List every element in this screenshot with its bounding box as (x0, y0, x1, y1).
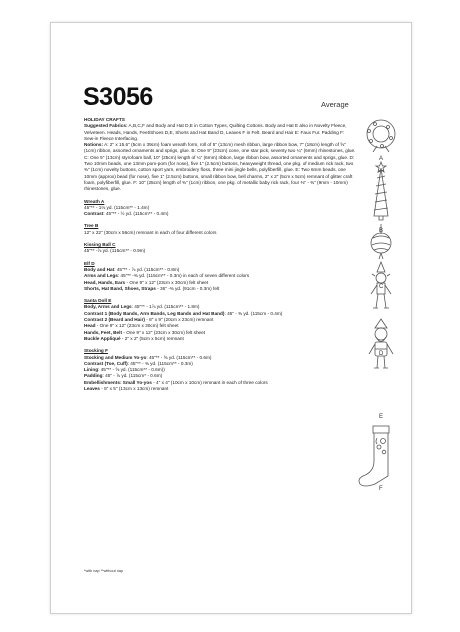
section-title: Kissing Ball C (84, 242, 116, 248)
yardage-row: 45"** -⅞ yd. (115cm** - 0.9m) (84, 248, 146, 254)
figure-label-a: A (379, 156, 384, 162)
yardage-row: Embellishments: Small Yo-yos - 4" x 4" (10cm x 10cm) remnant in each of three colors (84, 379, 268, 385)
notions-paragraph (84, 142, 356, 192)
section-title: Elf D (84, 260, 95, 266)
section-title: Stocking F (84, 348, 108, 354)
yardage-row: Hands, Feet, Belt - One 9" x 12" (23cm x 30cm) felt sheet (84, 329, 206, 335)
section-kissing-ball (84, 242, 356, 255)
notions-text: A: 2" x 15.6" (5cm x 39cm) foam wreath form, roll of 5" (13cm) mesh ribbon, large ribbon bow, 7" (18cm) length of ⅝" (1cm) ribbon, assorted ornaments and sprigs, glue. B: One 9" (23cm) cone, one star pick, seventy two ¼" (6mm) rhinestones, glue. C: One 5" (13cm) styrofoam ball, 10" (25cm) length of ¼" (6mm) ribbon, large ribbon bow, assorted ornaments and sprigs, glue. D: Two 10mm beads, one 13mm pom-pom (for nose), five 1" (2.5cm) buttons, heavyweight thread, one pkg. of medium rick rack, two ⅜" (1cm) novelty buttons, cotton sport yarn, embroidery floss, three mini jingle bells, polyfiberfill, glue. E: Two 6mm beads, one 10mm (approx) bead (for nose), five 1" (2.5cm) buttons, small ribbon bow, bell charms, 2" x 2" (5cm x 5cm) remnant of glitter craft foam, polyfiberfill, glue. F: 10" (25cm) length of ⅜" (1cm) ribbon, one pkg. of metallic baby rick rack, four ⅜" - ⅜" (9mm - 10mm) rhinestones, glue. (84, 142, 356, 192)
figure-label-d: D (379, 351, 384, 357)
pattern-number: S3056 (83, 83, 153, 111)
figure-label-b: B (379, 228, 384, 234)
pattern-text-column (84, 117, 356, 392)
yardage-row: Stocking and Medium Yo-yo: 45"** - ⅝ yd. (115cm** - 0.6m) (84, 354, 212, 360)
section-title: Santa Doll E (84, 298, 112, 304)
section-elf (84, 261, 356, 292)
yardage-row: Head, Hands, Ears - One 9" x 12" (23cm x 30cm) felt sheet (84, 279, 209, 285)
yardage-row: Leaves - 5" x 5" (13cm x 13cm) remnant (84, 385, 169, 391)
pattern-title: HOLIDAY CRAFTS (84, 117, 125, 122)
notions-label: Notions: (84, 142, 104, 148)
nap-footnote: *with nap **without nap (84, 569, 124, 573)
yardage-row: Contrast: 45"** - ½ yd. (115cm** - 0.4m) (84, 211, 169, 217)
section-santa-doll (84, 298, 356, 342)
craft-line-art (351, 116, 411, 496)
yardage-row: 12" x 22" (30cm x 56cm) remnant in each of four different colors (84, 229, 217, 235)
yardage-row: Head - One 9" x 12" (23cm x 30cm) felt sheet (84, 323, 179, 329)
cone-tree-icon (374, 162, 388, 220)
figure-label-f: F (379, 486, 383, 492)
yardage-row: 45"** - 1⅛ yd. (115cm** - 1.4m) (84, 204, 150, 210)
craft-illustrations (351, 116, 411, 496)
section-wreath (84, 199, 356, 218)
yardage-row: Padding: 45" - ⅞ yd. (115cm* - 0.6m) (84, 373, 163, 379)
section-title: Wreath A (84, 198, 105, 204)
yardage-sections (84, 199, 356, 393)
yardage-row: Contrast (Toe, Cuff): 45"** - ⅜ yd. (115cm** - 0.3m) (84, 360, 193, 366)
figure-label-e: E (379, 414, 384, 420)
section-title: Tree B (84, 223, 99, 229)
yardage-row: Shorts, Hat Band, Shoes, Straps - 36" -⅜ yd. (91cm - 0.3m) felt (84, 285, 220, 291)
fabrics-text: A,B,C,F and Body and Hat D,E in Cotton Types, Quilting Cottons. Body and Hat E also in Novelty Fleece, Velveteen. Heads, Hands, Feet/Shoes D,E, Shorts and Hat Band D, Leaves F in Felt. Beard and Hair E: Faux Fur. Padding F: Sew-in Fleece Interfacing. (84, 123, 347, 141)
santa-doll-icon (369, 319, 393, 368)
stocking-icon (359, 426, 389, 486)
difficulty-label: Average (321, 100, 349, 109)
section-tree (84, 223, 356, 236)
section-stocking (84, 348, 356, 392)
yardage-row: Contrast 1 (Body Bands, Arm Bands, Leg Bands and Hat Band): 45" - ⅜ yd. (115cm - 0.4m) (84, 310, 283, 316)
yardage-row: Arms and Legs: 45"** -⅜ yd. (115cm** - 0.3m) in each of seven different colors (84, 273, 250, 279)
pattern-envelope-back (50, 22, 412, 614)
yardage-row: Body, Arms and Legs: 45"** - 1⅞ yd. (115cm** - 1.8m) (84, 304, 200, 310)
yardage-row: Lining: 45"** - ⅝ yd. (115cm** - 0.6m)) (84, 367, 165, 373)
yardage-row: Body and Hat: 45"** - ⅞ yd. (115cm** - 0.8m) (84, 266, 180, 272)
yardage-row: Buckle Appliqué - 2" x 2" (5cm x 5cm) remnant (84, 335, 184, 341)
wreath-icon (367, 120, 395, 152)
fabrics-label: Suggested Fabrics: (84, 123, 128, 129)
yardage-row: Contrast 2 (Beard and Hair) - 8" x 9" (20cm x 23cm) remnant (84, 317, 214, 323)
fabrics-paragraph (84, 123, 356, 142)
figure-label-c: C (379, 284, 384, 290)
